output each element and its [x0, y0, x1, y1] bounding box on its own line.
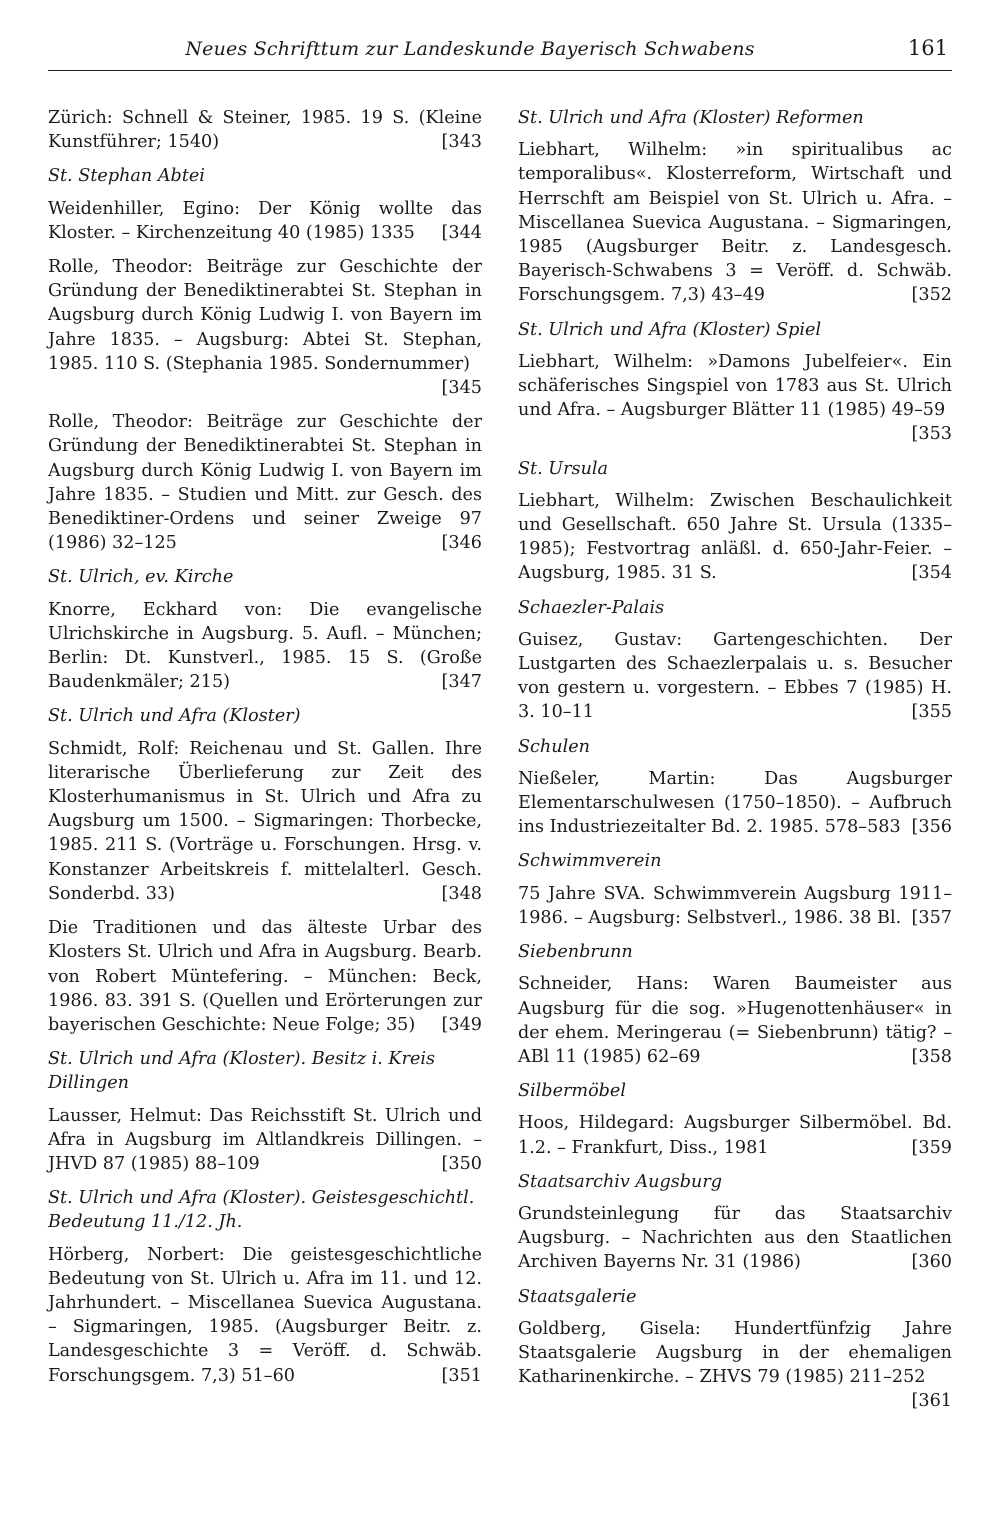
section-heading: St. Ulrich und Afra (Kloster). Besitz i. Kreis Dillingen	[48, 1049, 436, 1094]
entry-text: Die Traditionen und das älteste Urbar des Klosters St. Ulrich und Afra in Augsburg. Bearb. von Robert Müntefering. – München: Beck, 1986. 83. 391 S. (Quellen und Erörterungen zur bayerischen Geschichte: Neue Folge; 35)	[48, 918, 482, 1035]
entry-number: [344	[441, 222, 482, 243]
entry-text: Hörberg, Norbert: Die geistesgeschichtliche Bedeutung von St. Ulrich u. Afra im 11. und 12. Jahrhundert. – Miscellanea Suevica Augustana. – Sigmaringen, 1985. (Augsburger Beitr. z. Landesgeschichte 3 = Veröff. d. Schwäb. Forschungsgem. 7,3) 51–60	[48, 1244, 482, 1386]
section-heading: Silbermöbel	[518, 1081, 626, 1102]
entry-number: [347	[441, 672, 482, 693]
entry-number: [345	[441, 378, 482, 399]
entry-number: [359	[911, 1137, 952, 1158]
bib-entry	[48, 737, 482, 906]
entry-number: [350	[441, 1153, 482, 1174]
entry-text: Goldberg, Gisela: Hundertfünfzig Jahre Staatsgalerie Augsburg in der ehemaligen Katharinenkirche. – ZHVS 79 (1985) 211–252	[518, 1318, 952, 1388]
entry-number: [351	[441, 1365, 482, 1386]
entry-text: Lausser, Helmut: Das Reichsstift St. Ulrich und Afra in Augsburg im Altlandkreis Dillingen. – JHVD 87 (1985) 88–109	[48, 1105, 482, 1174]
entry-text: Schmidt, Rolf: Reichenau und St. Gallen. Ihre literarische Überlieferung zur Zeit des Klosterhumanismus in St. Ulrich und Afra zu Augsburg um 1500. – Sigmaringen: Thorbecke, 1985. 211 S. (Vorträge u. Forschungen. Hrsg. v. Konstanzer Arbeitskreis f. mittelalterl. Gesch. Sonderbd. 33)	[48, 738, 482, 904]
entry-text: Liebhart, Wilhelm: »Damons Jubelfeier«. Ein schäferisches Singspiel von 1783 aus St. Ulrich und Afra. – Augsburger Blätter 11 (1985) 49–59	[518, 351, 952, 421]
entry-number: [358	[911, 1046, 952, 1067]
entry-text: Guisez, Gustav: Gartengeschichten. Der Lustgarten des Schaezlerpalais u. s. Besucher von gestern u. vorgestern. – Ebbes 7 (1985) H. 3. 10–11	[518, 629, 952, 723]
bib-entry	[518, 767, 952, 840]
entry-number: [343	[441, 132, 482, 153]
running-title: Neues Schrifttum zur Landeskunde Bayerisch Schwabens	[185, 38, 755, 60]
section-heading: St. Ulrich und Afra (Kloster) Reformen	[518, 108, 864, 128]
entry-number: [354	[911, 563, 952, 584]
entry-text: 75 Jahre SVA. Schwimmverein Augsburg 1911–1986. – Augsburg: Selbstverl., 1986. 38 Bl.	[518, 883, 952, 928]
entry-text: Knorre, Eckhard von: Die evangelische Ulrichskirche in Augsburg. 5. Aufl. – München; Berlin: Dt. Kunstverl., 1985. 15 S. (Große Baudenkmäler; 215)	[48, 599, 482, 693]
entry-text: Liebhart, Wilhelm: »in spiritualibus ac temporalibus«. Klosterreform, Wirtschaft und Herrschft am Beispiel von St. Ulrich u. Afra. – Miscellanea Suevica Augustana. – Sigmaringen, 1985 (Augsburger Beitr. z. Landesgesch. Bayerisch-Schwabens 3 = Veröff. d. Schwäb. Forschungsgem. 7,3) 43–49	[518, 140, 952, 306]
entry-text: Rolle, Theodor: Beiträge zur Geschichte der Gründung der Benediktinerabtei St. Stephan in Augsburg durch König Ludwig I. von Bayern im Jahre 1835. – Augsburg: Abtei St. Stephan, 1985. 110 S. (Stephania 1985. Sondernummer)	[48, 257, 482, 374]
bib-entry	[48, 255, 482, 400]
entry-number: [360	[911, 1252, 952, 1273]
bib-entry	[518, 489, 952, 586]
section-heading: St. Stephan Abtei	[48, 166, 205, 187]
bib-entry	[48, 598, 482, 695]
entry-number: [352	[911, 285, 952, 306]
section-heading: Staatsgalerie	[518, 1286, 637, 1307]
entry-number: [361	[911, 1391, 952, 1412]
entry-text: Schneider, Hans: Waren Baumeister aus Augsburg für die sog. »Hugenottenhäuser« in der ehem. Meringerau (= Siebenbrunn) tätig? – ABl 11 (1985) 62–69	[518, 974, 952, 1067]
entry-number: [357	[911, 907, 952, 928]
entry-number: [356	[911, 817, 952, 838]
bib-entry	[518, 1317, 952, 1414]
entry-number: [346	[441, 533, 482, 554]
entry-text: Weidenhiller, Egino: Der König wollte das Kloster. – Kirchenzeitung 40 (1985) 1335	[48, 198, 482, 243]
bib-entry	[518, 882, 952, 930]
entry-number: [355	[911, 702, 952, 723]
bib-entry	[518, 138, 952, 307]
bib-entry	[48, 106, 482, 154]
entry-text: Nießeler, Martin: Das Augsburger Elementarschulwesen (1750–1850). – Aufbruch ins Industriezeitalter Bd. 2. 1985. 578–583	[518, 768, 952, 838]
entry-number: [353	[911, 424, 952, 445]
bib-entry	[518, 1202, 952, 1275]
bib-entry	[48, 1243, 482, 1388]
right-column	[518, 106, 952, 1424]
bib-entry	[518, 1111, 952, 1159]
bib-entry	[518, 350, 952, 447]
bib-entry	[48, 1104, 482, 1177]
section-heading: Staatsarchiv Augsburg	[518, 1171, 723, 1192]
entry-text: Grundsteinlegung für das Staatsarchiv Augsburg. – Nachrichten aus den Staatlichen Archiven Bayerns Nr. 31 (1986)	[518, 1203, 952, 1273]
bib-entry	[48, 410, 482, 555]
entry-text: Rolle, Theodor: Beiträge zur Geschichte der Gründung der Benediktinerabtei St. Stephan in Augsburg durch König Ludwig I. von Bayern im Jahre 1835. – Studien und Mitt. zur Gesch. des Benediktiner-Ordens und seiner Zweige 97 (1986) 32–125	[48, 412, 482, 554]
entry-text: Zürich: Schnell & Steiner, 1985. 19 S. (Kleine Kunstführer; 1540)	[48, 108, 482, 153]
section-heading: St. Ursula	[518, 458, 609, 479]
section-heading: St. Ulrich und Afra (Kloster). Geistesgeschichtl. Bedeutung 11./12. Jh.	[48, 1188, 475, 1233]
entry-number: [349	[441, 1014, 482, 1035]
entry-number: [348	[441, 883, 482, 904]
running-header	[48, 38, 952, 71]
section-heading: St. Ulrich, ev. Kirche	[48, 567, 234, 588]
bib-entry	[48, 916, 482, 1037]
bib-entry	[48, 197, 482, 245]
section-heading: Schaezler-Palais	[518, 597, 665, 618]
section-heading: St. Ulrich und Afra (Kloster) Spiel	[518, 319, 822, 340]
page-number: 161	[907, 36, 948, 60]
left-column	[48, 106, 482, 1398]
section-heading: Siebenbrunn	[518, 942, 633, 963]
entry-text: Hoos, Hildegard: Augsburger Silbermöbel. Bd. 1.2. – Frankfurt, Diss., 1981	[518, 1113, 952, 1158]
section-heading: Schulen	[518, 736, 590, 757]
section-heading: Schwimmverein	[518, 851, 662, 872]
bib-entry	[518, 628, 952, 725]
section-heading: St. Ulrich und Afra (Kloster)	[48, 706, 301, 727]
entry-text: Liebhart, Wilhelm: Zwischen Beschaulichkeit und Gesellschaft. 650 Jahre St. Ursula (1335–1985); Festvortrag anläßl. d. 650-Jahr-Feier. – Augsburg, 1985. 31 S.	[518, 490, 952, 584]
bib-entry	[518, 972, 952, 1069]
